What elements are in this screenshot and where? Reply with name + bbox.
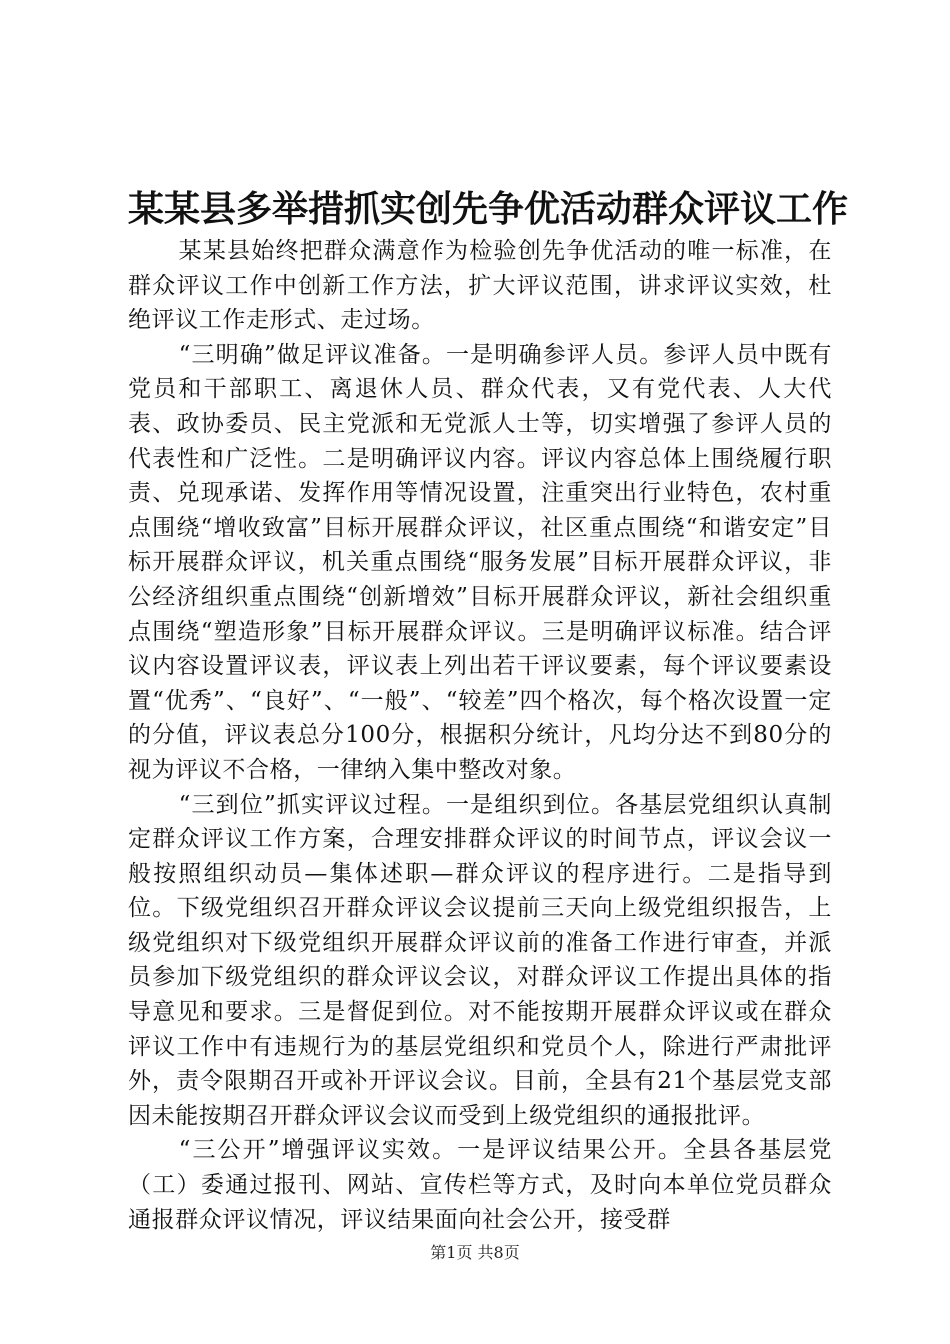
page-number-footer: 第1页 共8页 bbox=[430, 1243, 520, 1262]
paragraph-san-mingque: “三明确”做足评议准备。一是明确参评人员。参评人员中既有党员和干部职工、离退休人员、群众代表，又有党代表、人大代表、政协委员、民主党派和无党派人士等，切实增强了参评人员的代表性和广泛性。二是明确评议内容。评议内容总体上围绕履行职责、兑现承诺、发挥作用等情况设置，注重突出行业特色，农村重点围绕“增收致富”目标开展群众评议，社区重点围绕“和谐安定”目标开展群众评议，机关重点围绕“服务发展”目标开展群众评议，非公经济组织重点围绕“创新增效”目标开展群众评议，新社会组织重点围绕“塑造形象”目标开展群众评议。三是明确评议标准。结合评议内容设置评议表，评议表上列出若干评议要素，每个评议要素设置“优秀”、“良好”、“一般”、“较差”四个格次，每个格次设置一定的分值，评议表总分100分，根据积分统计，凡均分达不到80分的视为评议不合格，一律纳入集中整改对象。 bbox=[128, 341, 832, 783]
document-title: 某某县多举措抓实创先争优活动群众评议工作 bbox=[128, 188, 849, 230]
document-body bbox=[128, 234, 832, 1237]
paragraph-san-daowei: “三到位”抓实评议过程。一是组织到位。各基层党组织认真制定群众评议工作方案，合理安排群众评议的时间节点，评议会议一般按照组织动员—集体述职—群众评议的程序进行。二是指导到位。下级党组织召开群众评议会议提前三天向上级党组织报告，上级党组织对下级党组织开展群众评议前的准备工作进行审查，并派员参加下级党组织的群众评议会议，对群众评议工作提出具体的指导意见和要求。三是督促到位。对不能按期开展群众评议或在群众评议工作中有违规行为的基层党组织和党员个人，除进行严肃批评外，责令限期召开或补开评议会议。目前，全县有21个基层党支部因未能按期召开群众评议会议而受到上级党组织的通报批评。 bbox=[128, 791, 832, 1129]
paragraph-intro: 某某县始终把群众满意作为检验创先争优活动的唯一标准，在群众评议工作中创新工作方法，扩大评议范围，讲求评议实效，杜绝评议工作走形式、走过场。 bbox=[128, 238, 832, 334]
paragraph-san-gongkai: “三公开”增强评议实效。一是评议结果公开。全县各基层党（工）委通过报刊、网站、宣传栏等方式，及时向本单位党员群众通报群众评议情况，评议结果面向社会公开，接受群 bbox=[128, 1137, 832, 1233]
